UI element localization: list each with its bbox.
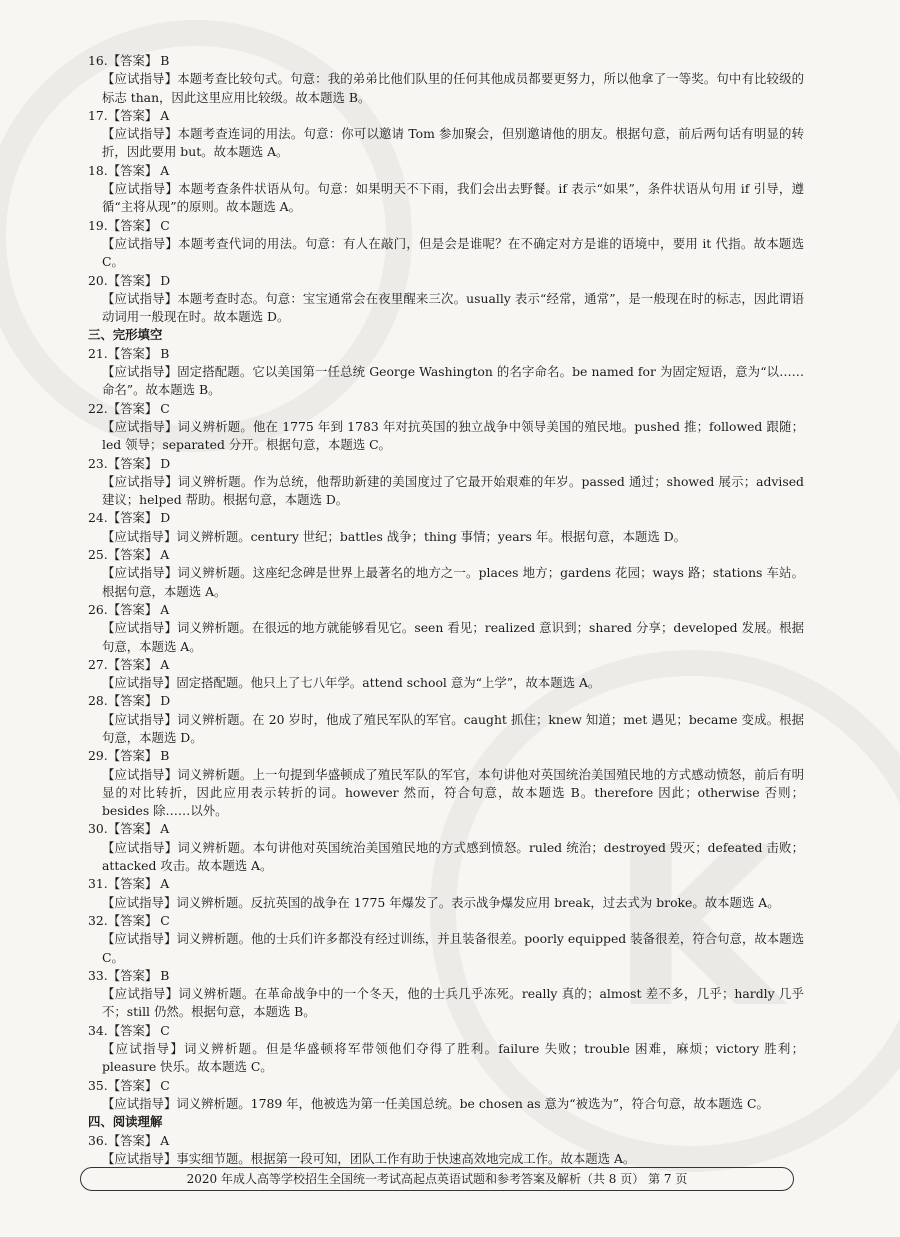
question-number: 19. [88,217,108,233]
answer-value: C [160,912,170,928]
guide-paragraph [102,125,804,162]
question-number: 22. [88,400,108,416]
footer-text: 2020 年成人高等学校招生全国统一考试高起点英语试题和参考答案及解析（共 8 页） 第 7 页 [186,1172,688,1186]
answer-label: 【答案】 [107,345,158,361]
watermark-logo-k: K [610,800,781,1056]
answer-line [88,820,804,838]
guide-label: 【应试指导】 [102,565,178,581]
answer-line [88,1022,804,1040]
answer-value: D [160,272,171,288]
guide-paragraph [102,473,804,510]
answer-item [88,272,804,327]
answer-value: B [160,748,170,764]
answer-value: B [160,967,170,983]
question-number: 20. [88,272,108,288]
answer-value: A [160,162,170,178]
answer-line [88,967,804,985]
guide-label: 【应试指导】 [102,711,178,727]
answer-value: A [160,107,170,123]
answer-line [88,52,804,70]
answer-value: A [160,1132,170,1148]
guide-label: 【应试指导】 [102,620,177,636]
answer-label: 【答案】 [107,1077,158,1093]
question-number: 34. [88,1022,108,1038]
answer-label: 【答案】 [107,821,158,837]
answer-item [88,692,804,747]
answer-label: 【答案】 [107,1022,158,1038]
guide-paragraph [102,70,804,107]
guide-paragraph [102,1095,804,1113]
answer-label: 【答案】 [107,217,158,233]
question-number: 21. [88,345,108,361]
guide-label: 【应试指导】 [102,766,178,782]
question-number: 17. [88,107,108,123]
guide-text: 词义辨析题。在 20 岁时，他成了殖民军队的军官。caught 抓住；knew 知道；met 遇见；became 变成。根据句意，本题选 D。 [102,711,804,745]
answer-item [88,967,804,1022]
answer-value: D [160,455,171,471]
guide-label: 【应试指导】 [102,126,178,142]
guide-text: 本题考查条件状语从句。句意：如果明天不下雨，我们会出去野餐。if 表示“如果”，条件状语从句用 if 引导，遵循“主将从现”的原则。故本题选 A。 [102,181,804,215]
answer-content [88,52,804,1168]
question-number: 30. [88,821,108,837]
guide-paragraph [102,180,804,217]
answer-label: 【答案】 [107,912,158,928]
answer-line [88,656,804,674]
guide-text: 词义辨析题。century 世纪；battles 战争；thing 事情；years 年。根据句意，本题选 D。 [176,528,687,544]
guide-text: 词义辨析题。反抗英国的战争在 1775 年爆发了。表示战争爆发应用 break，过去式为 broke。故本题选 A。 [176,894,780,910]
question-number: 23. [88,455,108,471]
answer-value: C [160,1077,170,1093]
answer-label: 【答案】 [107,601,158,617]
page-footer [80,1167,794,1191]
guide-label: 【应试指导】 [102,986,179,1002]
answer-label: 【答案】 [107,107,158,123]
answer-line [88,1077,804,1095]
guide-paragraph [102,418,804,455]
guide-paragraph [102,985,804,1022]
answer-item [88,912,804,967]
answer-item [88,875,804,912]
guide-paragraph [102,235,804,272]
answer-value: A [160,656,170,672]
guide-label: 【应试指导】 [102,181,179,197]
guide-paragraph [102,674,804,692]
answer-line [88,601,804,619]
answer-label: 【答案】 [107,656,158,672]
answer-line [88,455,804,473]
answer-label: 【答案】 [107,1132,158,1148]
guide-text: 词义辨析题。这座纪念碑是世界上最著名的地方之一。places 地方；gardens 花园；ways 路；stations 车站。根据句意，本题选 A。 [102,565,804,599]
answer-value: D [160,510,171,526]
guide-text: 词义辨析题。在革命战争中的一个冬天，他的士兵几乎冻死。really 真的；almost 差不多，几乎；hardly 几乎不；still 仍然。根据句意，本题选 B。 [102,986,805,1020]
answer-item [88,217,804,272]
answer-item [88,400,804,455]
question-number: 25. [88,547,108,563]
answer-line [88,692,804,710]
answer-line [88,107,804,125]
guide-paragraph [102,930,804,967]
answer-value: B [160,345,170,361]
guide-text: 本题考查时态。句意：宝宝通常会在夜里醒来三次。usually 表示“经常，通常”，是一般现在时的标志，因此谓语动词用一般现在时。故本题选 D。 [102,290,804,325]
answer-line [88,162,804,180]
question-number: 16. [88,53,108,68]
answer-value: C [160,217,170,233]
guide-paragraph [102,1150,804,1168]
guide-label: 【应试指导】 [102,418,178,434]
answer-line [88,912,804,930]
answer-value: C [160,400,170,416]
answer-value: C [160,1022,170,1038]
answer-value: A [160,601,170,617]
guide-paragraph [102,1040,804,1077]
question-number: 24. [88,510,108,526]
guide-label: 【应试指导】 [102,473,178,489]
section-heading: 三、完形填空 [88,327,163,343]
answer-value: A [160,821,170,837]
answer-line [88,345,804,363]
answer-label: 【答案】 [107,162,158,178]
question-number: 28. [88,693,108,709]
answer-item [88,820,804,875]
guide-text: 事实细节题。根据第一段可知，团队工作有助于快速高效地完成工作。故本题选 A。 [176,1150,636,1166]
question-number: 33. [88,967,108,983]
section-heading: 四、阅读理解 [88,1114,163,1130]
guide-label: 【应试指导】 [102,675,177,691]
answer-item [88,162,804,217]
answer-item [88,546,804,601]
guide-label: 【应试指导】 [102,235,179,251]
guide-text: 词义辨析题。1789 年，他被选为第一任美国总统。be chosen as 意为“被选为”，符合句意，故本题选 C。 [176,1095,769,1111]
answer-label: 【答案】 [107,967,158,983]
question-number: 35. [88,1077,108,1093]
guide-text: 本题考查连词的用法。句意：你可以邀请 Tom 参加聚会，但别邀请他的朋友。根据句意，前后两句话有明显的转折，因此要用 but。故本题选 A。 [102,126,805,160]
question-number: 18. [88,162,108,178]
question-number: 27. [88,656,108,672]
guide-paragraph [102,290,804,327]
answer-line [88,1132,804,1150]
question-number: 26. [88,601,108,617]
guide-label: 【应试指导】 [102,1095,177,1111]
answer-label: 【答案】 [107,693,158,709]
answer-label: 【答案】 [107,748,158,764]
guide-label: 【应试指导】 [102,71,178,87]
question-number: 29. [88,748,108,764]
guide-text: 词义辨析题。本句讲他对英国统治美国殖民地的方式感到愤怒。ruled 统治；destroyed 毁灭；defeated 击败；attacked 攻击。故本题选 A。 [102,839,805,874]
answer-line [88,217,804,235]
answer-item [88,1022,804,1077]
answer-item [88,509,804,546]
guide-label: 【应试指导】 [102,364,178,380]
guide-paragraph [102,766,804,821]
answer-item [88,1132,804,1169]
question-number: 32. [88,912,108,928]
answer-label: 【答案】 [107,510,158,526]
answer-item [88,52,804,107]
guide-text: 词义辨析题。作为总统，他帮助新建的美国度过了它最开始艰难的年岁。passed 通过；showed 展示；advised 建议；helped 帮助。根据句意，本题选 D。 [102,473,804,508]
guide-paragraph [102,564,804,601]
guide-text: 词义辨析题。上一句提到华盛顿成了殖民军队的军官，本句讲他对英国统治美国殖民地的方式感动愤怒，前后有明显的对比转折，因此应用表示转折的词。however 然而，符合句意，故本题选 B。therefore 因此；otherwise 否则；besides 除……以外。 [102,766,805,819]
answer-label: 【答案】 [107,400,158,416]
answer-item [88,1077,804,1114]
answer-label: 【答案】 [107,547,158,563]
answer-value: D [160,693,171,709]
question-number: 36. [88,1132,108,1148]
answer-line [88,747,804,765]
guide-paragraph [102,619,804,656]
guide-text: 词义辨析题。他在 1775 年到 1783 年对抗英国的独立战争中领导美国的殖民地。pushed 推；followed 跟随；led 领导；separated 分开。根据句意，本题选 C。 [102,418,805,453]
answer-item [88,107,804,162]
guide-label: 【应试指导】 [102,931,177,947]
guide-paragraph [102,363,804,400]
guide-text: 本题考查代词的用法。句意：有人在敲门，但是会是谁呢？在不确定对方是谁的语境中，要用 it 代指。故本题选 C。 [102,235,805,270]
answer-item [88,601,804,656]
answer-line [88,509,804,527]
guide-label: 【应试指导】 [102,1041,184,1057]
answer-label: 【答案】 [107,876,158,892]
answer-label: 【答案】 [107,272,158,288]
answer-item [88,747,804,820]
guide-text: 词义辨析题。但是华盛顿将军带领他们夺得了胜利。failure 失败；trouble 困难，麻烦；victory 胜利；pleasure 快乐。故本题选 C。 [102,1041,804,1075]
guide-label: 【应试指导】 [102,1150,177,1166]
answer-value: A [160,876,170,892]
guide-paragraph [102,839,804,876]
answer-item [88,345,804,400]
guide-paragraph [102,894,804,912]
answer-item [88,656,804,693]
guide-text: 词义辨析题。在很远的地方就能够看见它。seen 看见；realized 意识到；shared 分享；developed 发展。根据句意，本题选 A。 [102,620,805,654]
guide-text: 固定搭配题。它以美国第一任总统 George Washington 的名字命名。be named for 为固定短语，意为“以……命名”。故本题选 B。 [102,364,804,398]
guide-label: 【应试指导】 [102,894,177,910]
guide-label: 【应试指导】 [102,290,178,306]
guide-text: 词义辨析题。他的士兵们许多都没有经过训练，并且装备很差。poorly equipped 装备很差，符合句意，故本题选 C。 [102,931,805,965]
guide-label: 【应试指导】 [102,839,178,855]
answer-value: A [160,547,170,563]
answer-label: 【答案】 [107,53,158,68]
guide-paragraph [102,711,804,748]
answer-item [88,455,804,510]
guide-text: 固定搭配题。他只上了七八年学。attend school 意为“上学”，故本题选 A。 [176,675,601,691]
answer-value: B [160,53,170,68]
guide-label: 【应试指导】 [102,528,177,544]
answer-line [88,272,804,290]
question-number: 31. [88,876,108,892]
answer-line [88,875,804,893]
guide-text: 本题考查比较句式。句意：我的弟弟比他们队里的任何其他成员都要更努力，所以他拿了一等奖。句中有比较级的标志 than，因此这里应用比较级。故本题选 B。 [102,71,805,105]
answer-line [88,546,804,564]
guide-paragraph [102,528,804,546]
answer-label: 【答案】 [107,455,158,471]
answer-line [88,400,804,418]
